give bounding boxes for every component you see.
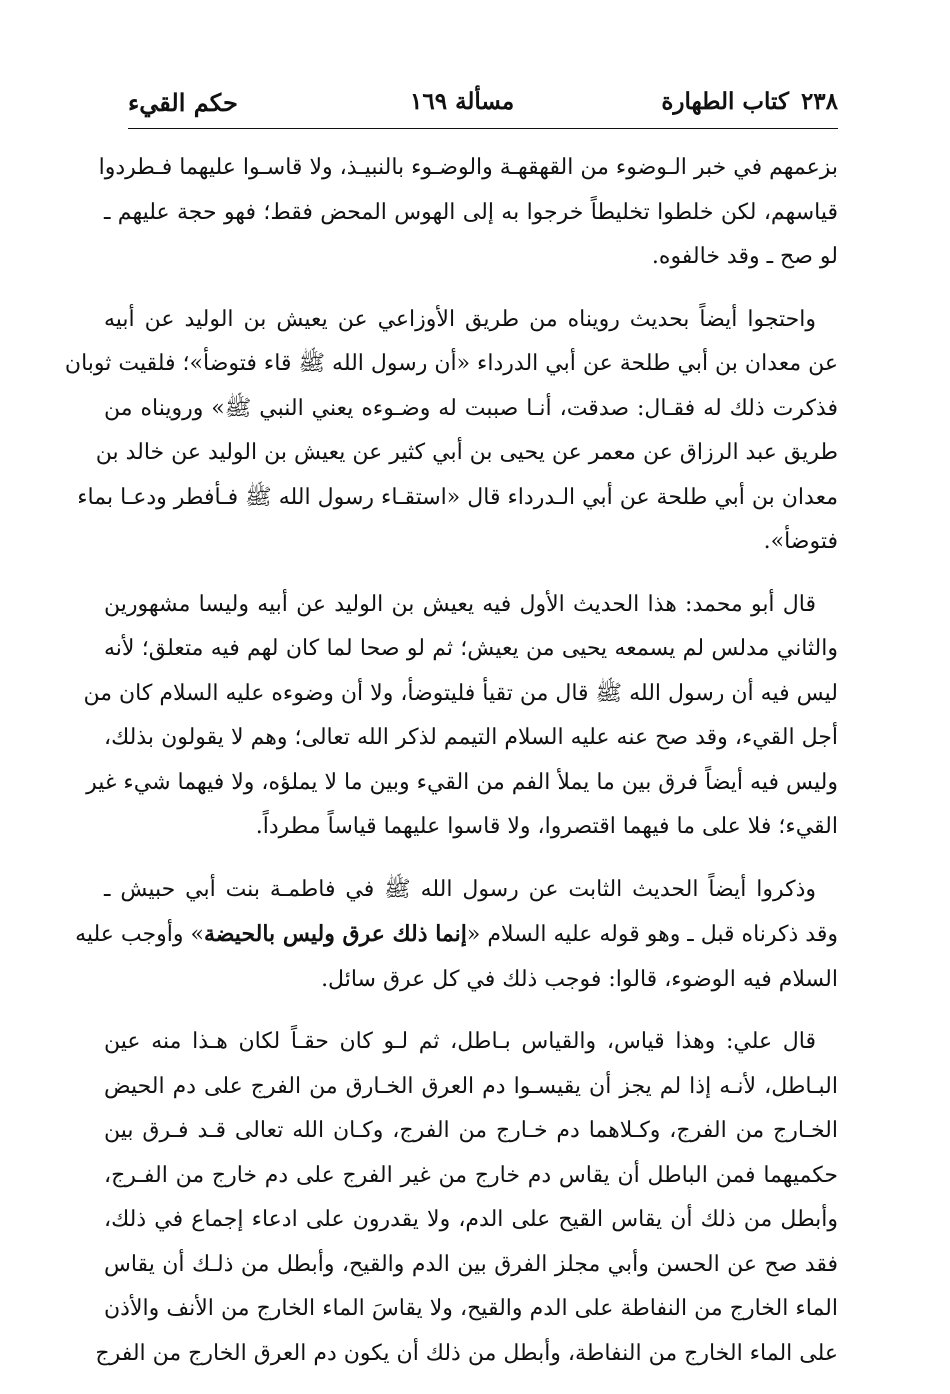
running-header (128, 78, 838, 129)
text-line: الخـارج من الفرج، وكـلاهما دم خـارج من الفرج، وكـان الله تعالى قـد فـرق بين (104, 1118, 838, 1143)
text-line: فقد صح عن الحسن وأبي مجلز الفرق بين الدم والقيح، وأبطل من ذلـك أن يقاس (104, 1251, 838, 1277)
text-line-with-bold-quote: وقد ذكرناه قبل ـ وهو قوله عليه السلام «إنما ذلك عرق وليس بالحيضة» وأوجب عليه (75, 921, 838, 947)
text-line: وليس فيه أيضاً فرق بين ما يملأ الفم من القيء وبين ما لا يملؤه، ولا فيهما شيء غير (86, 769, 838, 795)
page-number: ٢٣٨ (800, 88, 838, 115)
paragraph-1 (98, 146, 838, 280)
text-line: قال أبو محمد: هذا الحديث الأول فيه يعيش بن الوليد عن أبيه وليسا مشهورين (104, 591, 816, 617)
text-line: واحتجوا أيضاً بحديث رويناه من طريق الأوزاعي عن يعيش بن الوليد عن أبيه (104, 306, 816, 332)
text-line: أجل القيء، وقد صح عنه عليه السلام التيمم لذكر الله تعالى؛ وهم لا يقولون بذلك، (104, 725, 838, 750)
paragraph-4 (75, 868, 838, 1003)
text-line: والثاني مدلس لم يسمعه يحيى من يعيش؛ ثم لو صحا لما كان لهم فيه متعلق؛ لأنه (104, 636, 838, 661)
body-text (64, 146, 838, 1394)
text-line: الماء الخارج من النفاطة على الدم والقيح، ولا يقاسَ الماء الخارج من الأنف والأذن (104, 1296, 838, 1321)
text-line: على الماء الخارج من النفاطة، وأبطل من ذلك أن يكون دم العرق الخارج من الفرج (95, 1340, 838, 1366)
text-line: لو صح ـ وقد خالفوه. (651, 244, 838, 269)
text-line: معدان بن أبي طلحة عن أبي الـدرداء قال «استقـاء رسول الله ﷺ فـأفطر ودعـا بماء (77, 484, 838, 510)
bold-quote: إنما ذلك عرق وليس بالحيضة (203, 921, 467, 947)
text-line: قياسهم، لكن خلطوا تخليطاً خرجوا به إلى الهوس المحض فقط؛ فهو حجة عليهم ـ (104, 199, 838, 225)
text-line: عن معدان بن أبي طلحة عن أبي الدرداء «أن رسول الله ﷺ قاء فتوضأ»؛ فلقيت ثوبان (64, 351, 838, 376)
paragraph-2 (64, 298, 838, 565)
text-line: طريق عبد الرزاق عن معمر عن يحيى بن أبي كثير عن يعيش بن الوليد عن خالد بن (95, 440, 838, 465)
text-line: القيء؛ فلا على ما فيهما اقتصروا، ولا قاسوا عليهما قياساً مطرداً. (255, 814, 838, 839)
text-line: البـاطل، لأنـه إذا لم يجز أن يقيسـوا دم العرق الخـارق من الفرج على دم الحيض (104, 1073, 838, 1099)
paragraph-3 (83, 583, 838, 850)
section-topic: حكم القيء (128, 88, 238, 117)
text-line: بزعمهم في خبر الـوضوء من القهقهـة والوضـوء بالنبيـذ، ولا قاسـوا عليهما فـطردوا (98, 155, 838, 180)
issue-number: مسألة ١٦٩ (410, 88, 515, 115)
book-title: كتاب الطهارة (661, 88, 789, 115)
text-line: ليس فيه أن رسول الله ﷺ قال من تقيأ فليتوضأ، ولا أن وضوءه عليه السلام كان من (83, 680, 838, 706)
text-line: حكميهما فمن الباطل أن يقاس دم خارج من غير الفرج على دم خارج من الفـرج، (104, 1162, 838, 1188)
text-line: وذكروا أيضاً الحديث الثابت عن رسول الله ﷺ في فاطمـة بنت أبي حبيش ـ (104, 876, 816, 902)
header-right (661, 88, 838, 115)
paragraph-5 (95, 1020, 838, 1376)
text-line: فتوضأ». (763, 529, 838, 554)
text-line: السلام فيه الوضوء، قالوا: فوجب ذلك في كل عرق سائل. (321, 966, 838, 992)
text-line: وأبطل من ذلك أن يقاس القيح على الدم، ولا يقدرون على ادعاء إجماع في ذلك، (104, 1207, 838, 1232)
text-line: فذكرت ذلك له فقـال: صدقت، أنـا صببت له وضـوءه يعني النبي ﷺ» ورويناه من (104, 395, 838, 421)
text-line: قال علي: وهذا قياس، والقياس بـاطل، ثم لـو كان حقـاً لكان هـذا منه عين (104, 1029, 816, 1054)
